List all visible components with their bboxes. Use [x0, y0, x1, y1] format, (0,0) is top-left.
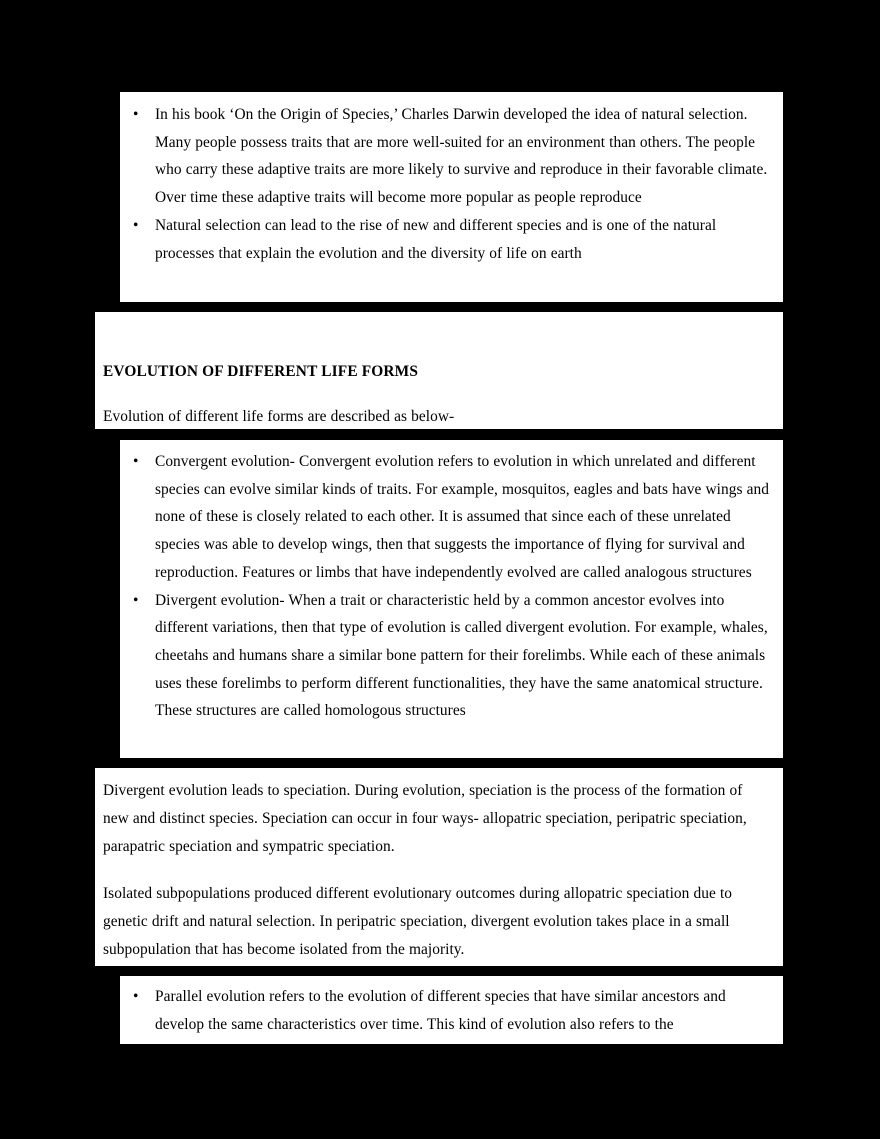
list-item: • Convergent evolution- Convergent evolution refers to evolution in which unrelated and different species can evolve similar kinds of traits. For example, mosquitos, eagles and bats have wings and none of these is closely related to each other. It is assumed that since each of these unrelated species was able to develop wings, then that suggests the importance of flying for survival and reproduction. Features or limbs that have independently evolved are called analogous structures — [120, 448, 771, 587]
list-item: • Parallel evolution refers to the evolution of different species that have similar ancestors and develop the same characteristics over time. This kind of evolution also refers to the — [120, 983, 771, 1038]
content-block-speciation — [95, 768, 783, 966]
list-item: • In his book ‘On the Origin of Species,’ Charles Darwin developed the idea of natural selection. Many people possess traits that are more well-suited for an environment than others. The people who carry these adaptive traits are more likely to survive and reproduce in their favorable climate. Over time these adaptive traits will become more popular as people reproduce — [120, 101, 771, 212]
bullet-list-evolution-types — [120, 448, 771, 725]
bullet-list-natural-selection — [120, 101, 771, 267]
section-intro-paragraph: Evolution of different life forms are described as below- — [103, 408, 455, 425]
content-block-evolution-heading — [95, 312, 783, 429]
list-item: • Divergent evolution- When a trait or characteristic held by a common ancestor evolves into different variations, then that type of evolution is called divergent evolution. For example, whales, cheetahs and humans share a similar bone pattern for their forelimbs. While each of these animals uses these forelimbs to perform different functionalities, they have the same anatomical structure. These structures are called homologous structures — [120, 587, 771, 726]
speciation-paragraph-2: Isolated subpopulations produced different evolutionary outcomes during allopatric speciation due to genetic drift and natural selection. In peripatric speciation, divergent evolution takes place in a small subpopulation that has become isolated from the majority. — [103, 885, 733, 958]
bullet-list-parallel-evolution — [120, 983, 771, 1038]
section-heading: EVOLUTION OF DIFFERENT LIFE FORMS — [103, 363, 419, 380]
content-block-parallel-evolution — [120, 976, 783, 1044]
speciation-paragraph-1: Divergent evolution leads to speciation. During evolution, speciation is the process of the formation of new and distinct species. Speciation can occur in four ways- allopatric speciation, peripatric speciation, parapatric speciation and sympatric speciation. — [103, 782, 747, 855]
list-item: • Natural selection can lead to the rise of new and different species and is one of the natural processes that explain the evolution and the diversity of life on earth — [120, 212, 771, 267]
content-block-evolution-types — [120, 440, 783, 758]
content-block-natural-selection — [120, 92, 783, 302]
